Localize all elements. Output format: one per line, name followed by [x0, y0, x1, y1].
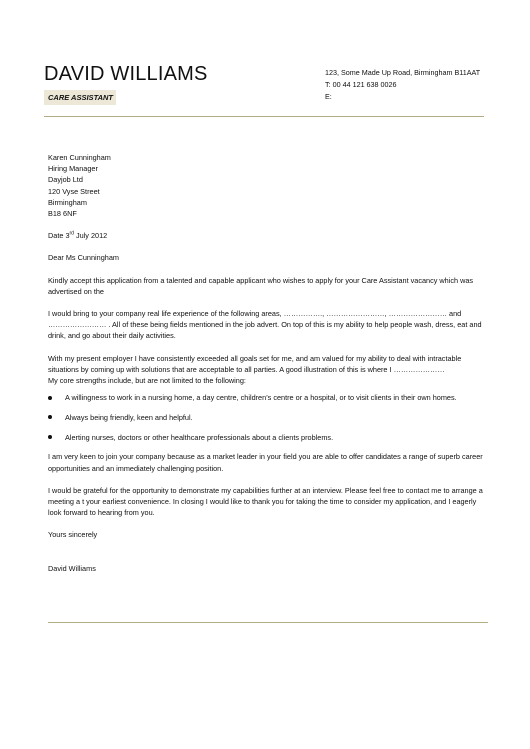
letter-body: [48, 152, 488, 574]
list-item-text: Alerting nurses, doctors or other healthcare professionals about a clients problems.: [65, 432, 334, 442]
list-item: [48, 392, 488, 403]
recipient-title: Hiring Manager: [48, 164, 98, 174]
strengths-list: [48, 392, 488, 443]
job-title-badge: CARE ASSISTANT: [44, 90, 116, 105]
recipient-company: Dayjob Ltd: [48, 175, 83, 185]
recipient-postcode: B18 6NF: [48, 209, 77, 219]
bullet-icon: [48, 415, 52, 419]
letter-date: [48, 230, 488, 241]
paragraph-motivation: I am very keen to join your company because as a market leader in your field you are able to offer candidates a range of superb career opportunities and an immediately challenging position.: [48, 452, 483, 473]
recipient-name: Karen Cunningham: [48, 153, 111, 162]
paragraph-achievements: With my present employer I have consistently exceeded all goals set for me, and am valued for my ability to deal with intractable situations by coming up with solutions that are acceptable to all parties. A good illustration of this is where I …………………: [48, 353, 462, 374]
contact-phone: T: 00 44 121 638 0026: [325, 80, 397, 89]
footer-divider: [48, 622, 488, 623]
date-prefix: Date 3: [48, 231, 70, 241]
salutation: Dear Ms Cunningham: [48, 253, 119, 263]
date-suffix: rd: [69, 230, 74, 237]
bullet-icon: [48, 435, 52, 439]
list-item-text: A willingness to work in a nursing home, a day centre, children’s centre or a hospital, or to visit clients in their own homes.: [65, 393, 457, 403]
contact-email: E:: [325, 92, 332, 101]
paragraph-intro: Kindly accept this application from a talented and capable applicant who wishes to apply for your Care Assistant vacancy which was advertised on the: [48, 275, 474, 296]
recipient-city: Birmingham: [48, 197, 87, 207]
list-item: [48, 412, 488, 423]
list-item: [48, 432, 488, 443]
applicant-name: DAVID WILLIAMS: [44, 63, 208, 85]
bullet-icon: [48, 396, 52, 400]
closing-phrase: Yours sincerely: [48, 530, 98, 540]
header-divider: [44, 116, 484, 117]
paragraph-strengths-intro: My core strengths include, but are not limited to the following:: [48, 376, 246, 386]
recipient-address: [48, 152, 488, 219]
date-rest: July 2012: [73, 231, 108, 241]
paragraph-experience: I would bring to your company real life experience of the following areas, ……………., ……………………, …………………… and …………………… . All of these being fields mentioned in the job advert. On top of this is my ability to help people wash, dress, eat and drink, and go about their daily activities.: [48, 309, 482, 341]
list-item-text: Always being friendly, keen and helpful.: [65, 412, 193, 422]
paragraph-closing: I would be grateful for the opportunity to demonstrate my capabilities further at an interview. Please feel free to contact me to arrange a meeting a t your earliest convenience. In closing I would like to thank you for taking the time to consider my application, and I eagerly look forward to hearing from you.: [48, 485, 483, 518]
signature-name: David Williams: [48, 563, 96, 573]
contact-block: [325, 67, 480, 103]
recipient-street: 120 Vyse Street: [48, 186, 100, 196]
contact-address: 123, Some Made Up Road, Birmingham B11AAT: [325, 68, 481, 77]
